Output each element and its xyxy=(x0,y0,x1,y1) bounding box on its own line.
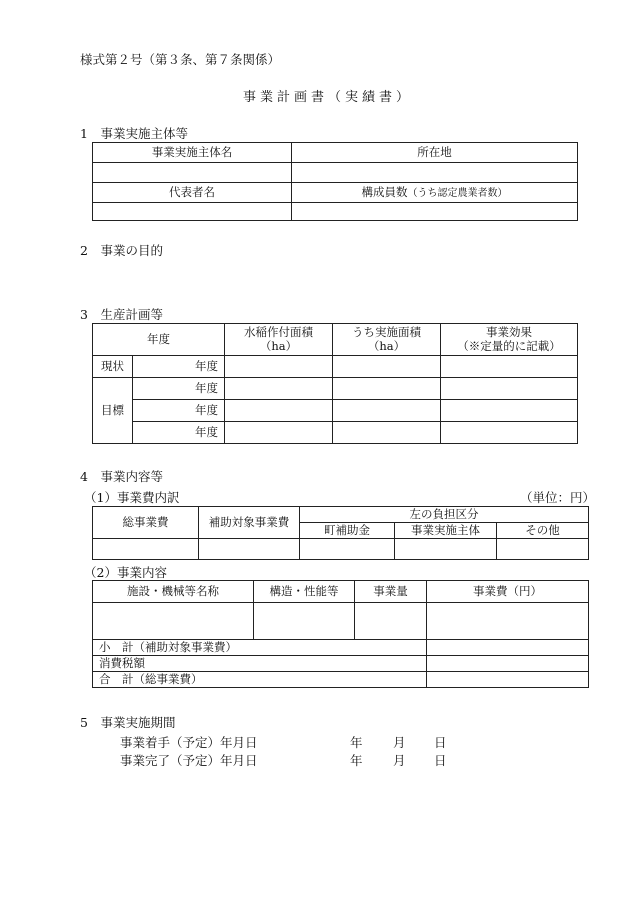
section-3-heading: 3 生産計画等 xyxy=(80,307,163,322)
subtotal-cell[interactable] xyxy=(427,640,589,656)
start-day-label: 日 xyxy=(434,735,447,750)
page-title: 事業計画書（実績書） xyxy=(243,90,414,105)
target-effect-cell-3[interactable] xyxy=(441,422,578,444)
rice-area-label: 水稲作付面積 xyxy=(244,325,313,340)
members-header xyxy=(292,183,578,203)
current-rice-area-cell[interactable] xyxy=(225,356,333,378)
impl-area-label: うち実施面積 xyxy=(352,325,421,340)
facility-cell[interactable] xyxy=(93,603,254,640)
target-impl-area-cell-2[interactable] xyxy=(333,400,441,422)
entity-burden-header: 事業実施主体 xyxy=(395,523,497,539)
target-rice-area-cell-2[interactable] xyxy=(225,400,333,422)
entity-name-cell[interactable] xyxy=(93,163,292,183)
rice-area-header xyxy=(225,324,333,356)
unit-label: （単位：円） xyxy=(520,490,596,505)
section-5-heading: 5 事業実施期間 xyxy=(80,715,176,730)
town-subsidy-header: 町補助金 xyxy=(300,523,395,539)
section-2-heading: 2 事業の目的 xyxy=(80,243,163,258)
rice-area-unit: （ha） xyxy=(259,338,298,353)
production-table xyxy=(92,323,578,444)
content-table xyxy=(92,580,589,688)
current-label: 現状 xyxy=(93,356,133,378)
target-impl-area-cell-3[interactable] xyxy=(333,422,441,444)
start-year-label: 年 xyxy=(350,735,363,750)
effect-header xyxy=(441,324,578,356)
entity-table xyxy=(92,142,578,221)
total-cost-header: 総事業費 xyxy=(93,507,199,539)
impl-area-header xyxy=(333,324,441,356)
subsidy-target-cell[interactable] xyxy=(199,539,300,560)
location-header: 所在地 xyxy=(292,143,578,163)
total-cell[interactable] xyxy=(427,672,589,688)
tax-label: 消費税額 xyxy=(93,656,427,672)
entity-name-header: 事業実施主体名 xyxy=(93,143,292,163)
impl-area-unit: （ha） xyxy=(367,338,406,353)
target-year-cell-2[interactable]: 年度 xyxy=(133,400,225,422)
burden-header: 左の負担区分 xyxy=(300,507,589,523)
other-burden-header: その他 xyxy=(497,523,589,539)
effect-label: 事業効果 xyxy=(486,325,532,340)
target-rice-area-cell-3[interactable] xyxy=(225,422,333,444)
representative-header: 代表者名 xyxy=(93,183,292,203)
subsidy-target-header: 補助対象事業費 xyxy=(199,507,300,539)
town-subsidy-cell[interactable] xyxy=(300,539,395,560)
quantity-header: 事業量 xyxy=(355,581,427,603)
representative-cell[interactable] xyxy=(93,203,292,221)
content-heading: （2）事業内容 xyxy=(84,565,167,580)
section-1-heading: 1 事業実施主体等 xyxy=(80,126,188,141)
total-cost-cell[interactable] xyxy=(93,539,199,560)
cost-header: 事業費（円） xyxy=(427,581,589,603)
start-date-label: 事業着手（予定）年月日 xyxy=(120,735,258,750)
quantity-cell[interactable] xyxy=(355,603,427,640)
end-day-label: 日 xyxy=(434,753,447,768)
members-label: 構成員数 xyxy=(361,184,408,199)
structure-cell[interactable] xyxy=(254,603,355,640)
structure-header: 構造・性能等 xyxy=(254,581,355,603)
members-note: （うち認定農業者数） xyxy=(407,187,508,199)
current-impl-area-cell[interactable] xyxy=(333,356,441,378)
cost-breakdown-heading: （1）事業費内訳 xyxy=(84,490,180,505)
target-effect-cell-1[interactable] xyxy=(441,378,578,400)
entity-burden-cell[interactable] xyxy=(395,539,497,560)
subtotal-label: 小 計（補助対象事業費） xyxy=(93,640,427,656)
cost-table xyxy=(92,506,589,560)
end-month-label: 月 xyxy=(393,753,406,768)
cost-cell[interactable] xyxy=(427,603,589,640)
current-effect-cell[interactable] xyxy=(441,356,578,378)
facility-header: 施設・機械等名称 xyxy=(93,581,254,603)
target-rice-area-cell-1[interactable] xyxy=(225,378,333,400)
section-4-heading: 4 事業内容等 xyxy=(80,469,163,484)
target-year-cell-1[interactable]: 年度 xyxy=(133,378,225,400)
location-cell[interactable] xyxy=(292,163,578,183)
members-cell[interactable] xyxy=(292,203,578,221)
target-effect-cell-2[interactable] xyxy=(441,400,578,422)
effect-note: （※定量的に記載） xyxy=(457,338,561,353)
tax-cell[interactable] xyxy=(427,656,589,672)
total-label: 合 計（総事業費） xyxy=(93,672,427,688)
target-label: 目標 xyxy=(93,378,133,444)
target-year-cell-3[interactable]: 年度 xyxy=(133,422,225,444)
end-date-label: 事業完了（予定）年月日 xyxy=(120,753,258,768)
current-year-cell[interactable]: 年度 xyxy=(133,356,225,378)
other-burden-cell[interactable] xyxy=(497,539,589,560)
form-number: 様式第２号（第３条、第７条関係） xyxy=(80,52,281,67)
target-impl-area-cell-1[interactable] xyxy=(333,378,441,400)
start-month-label: 月 xyxy=(393,735,406,750)
year-header: 年度 xyxy=(93,324,225,356)
end-year-label: 年 xyxy=(350,753,363,768)
